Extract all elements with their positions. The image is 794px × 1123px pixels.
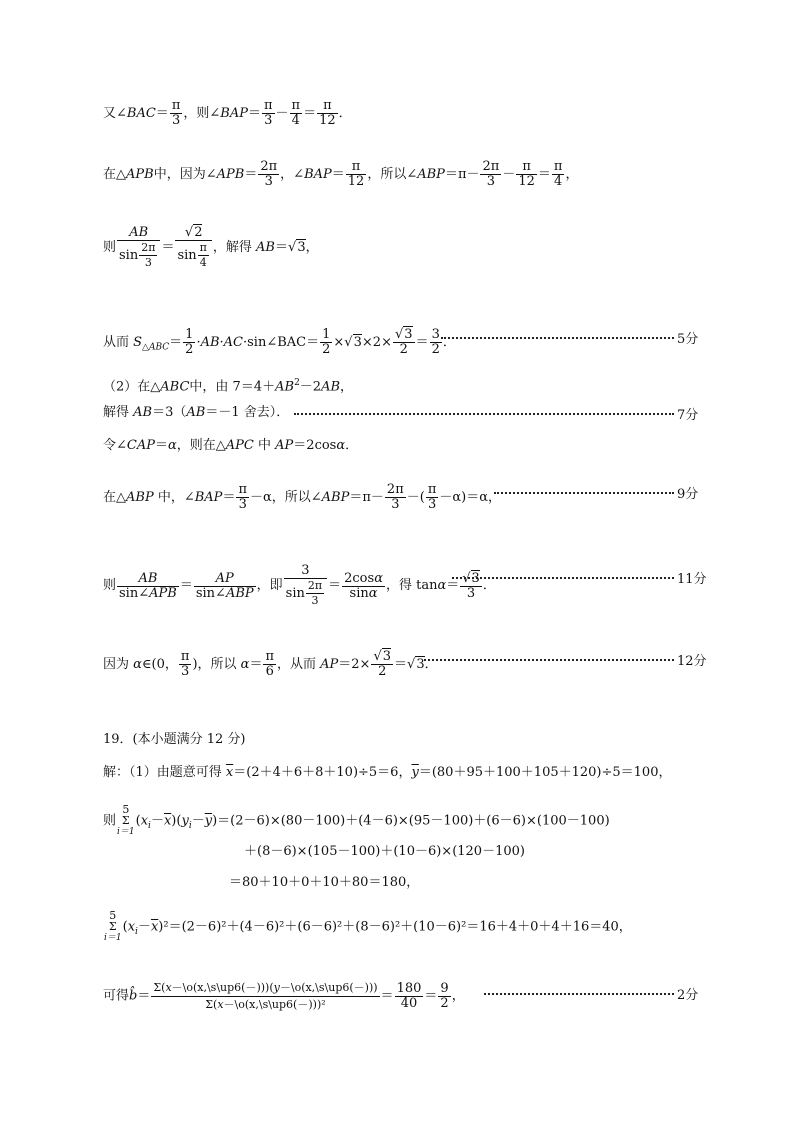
text: ＝	[446, 578, 460, 593]
fraction	[385, 483, 406, 512]
sin-denominator	[284, 579, 327, 608]
text: ＝	[275, 240, 289, 255]
text: 2	[294, 378, 300, 388]
fraction	[426, 483, 439, 512]
text: α	[133, 657, 142, 672]
fraction	[438, 982, 450, 1011]
text: 3	[311, 594, 319, 607]
text: ，	[305, 240, 319, 255]
text: 2π	[482, 159, 500, 174]
text: 3	[404, 327, 413, 342]
text: 可得	[103, 988, 130, 1004]
text: AB	[186, 405, 206, 420]
text: ，即	[256, 578, 283, 593]
line-means	[103, 764, 671, 782]
text: 则	[103, 813, 117, 829]
text: 3	[284, 564, 327, 579]
sqrt3: √3	[288, 240, 306, 255]
text: 4	[199, 256, 207, 269]
text: ＝	[244, 167, 258, 182]
line-tan	[103, 564, 496, 608]
text: sin	[349, 585, 369, 601]
text: $\overline{y}$	[204, 813, 213, 829]
fraction	[258, 160, 279, 189]
text: ＝	[161, 240, 175, 255]
fraction	[393, 328, 415, 357]
text: ＝	[331, 167, 345, 182]
fraction	[290, 99, 303, 128]
text: ＝	[222, 490, 236, 505]
score-leader-dots	[294, 413, 674, 415]
fraction-b-hat	[151, 980, 379, 1013]
text: ＝	[424, 988, 438, 1004]
text: －	[150, 813, 164, 829]
text: \o(x,\s\up6(－))	[234, 998, 317, 1011]
fraction	[175, 226, 211, 270]
fraction	[236, 483, 249, 512]
text: ，	[565, 167, 579, 182]
text: 6	[265, 664, 274, 679]
text: sin∠	[195, 585, 226, 601]
text: AB	[256, 240, 275, 255]
fraction	[198, 241, 209, 270]
text: ，所以∠	[367, 167, 418, 182]
text: ＝	[380, 988, 394, 1004]
text: APB	[216, 167, 245, 182]
text: y	[181, 813, 189, 829]
text: BAP	[304, 167, 332, 182]
text: \o(x,\s\up6(－))	[290, 981, 374, 994]
text: 3	[181, 664, 190, 679]
text: 中，因为∠	[153, 167, 217, 182]
text: 3	[297, 240, 306, 255]
text: －	[191, 813, 205, 829]
text: ＝	[303, 106, 317, 121]
text: (2－6)×(80－100)＋(4－6)×(95－100)＋(6－6)×(100－100)	[230, 813, 610, 829]
text: 在△	[103, 167, 126, 182]
text: 解得	[103, 405, 134, 420]
text: －	[223, 998, 235, 1011]
text: 2	[440, 996, 449, 1011]
text: ×	[333, 335, 345, 350]
text: ∈(0，	[141, 657, 178, 672]
text: ·AB·AC·	[196, 335, 248, 350]
line-sum-sq: 5 Σ i＝1 $(x_i-\overline{x})^2=(2-6)^2+(4-6)^2+(6-6)^2+(8-6)^2+(10-6)^2=16+4+0+4+16=40$，	[104, 909, 632, 943]
text: 从而	[103, 335, 134, 350]
text: 5	[109, 909, 117, 922]
text: ＝	[155, 106, 169, 121]
text: ＝π－	[444, 167, 480, 182]
text: ，从而	[277, 657, 321, 672]
sum-sign: 5 Σ i＝1	[104, 909, 122, 943]
text: π	[317, 99, 338, 114]
text: 3	[431, 327, 440, 342]
fraction	[139, 241, 157, 270]
text: AB	[133, 405, 153, 420]
text: \o(x,\s\up6(－))	[182, 981, 266, 994]
text: 3	[471, 570, 480, 586]
text: α	[368, 585, 378, 601]
text: sin∠BAC＝	[247, 335, 320, 350]
text: π	[553, 159, 563, 174]
text: α	[240, 657, 250, 672]
text: ．	[482, 578, 496, 593]
text: 令∠	[103, 438, 127, 453]
fraction	[179, 650, 192, 679]
sqrt3-num: √3	[394, 327, 413, 342]
text: 3	[416, 657, 425, 672]
text: ，则∠	[183, 106, 221, 121]
text: －α)＝α，	[439, 490, 502, 505]
score-leader-dots	[424, 659, 674, 661]
text: ＝	[537, 167, 551, 182]
text: AP	[320, 657, 339, 672]
text: CAP	[126, 438, 155, 453]
fraction	[480, 160, 501, 189]
text: AB	[321, 379, 341, 395]
denominator	[117, 587, 179, 601]
text: $\overline{x}$	[163, 813, 172, 829]
text: 1	[185, 327, 194, 342]
text: －α，所以∠	[250, 490, 322, 505]
text: 2cos	[344, 570, 375, 586]
fraction	[317, 99, 338, 128]
text: ＝	[179, 578, 193, 593]
text: ＝－1 舍去）．	[205, 405, 290, 420]
text: 3	[427, 497, 437, 512]
text: ＝	[394, 657, 408, 672]
fraction	[117, 226, 160, 270]
text: 2π	[386, 482, 404, 497]
text: ABP	[417, 167, 445, 182]
denominator	[342, 587, 385, 601]
text: 3	[264, 113, 273, 128]
text: 5	[122, 803, 130, 816]
text: 4	[291, 113, 300, 128]
text: 3	[382, 649, 392, 664]
text: sin	[177, 248, 197, 263]
text: ABC	[160, 379, 190, 395]
sqrt-numerator: √2	[175, 226, 211, 241]
fraction	[170, 99, 183, 128]
text: 12	[347, 174, 365, 189]
text: 解：（1）由题意可得	[103, 765, 226, 780]
text: π	[516, 160, 537, 175]
text: ＝	[137, 988, 151, 1004]
text: 中，由 7＝4＋	[189, 379, 276, 395]
score-label: 12分	[677, 654, 707, 669]
line-cap	[103, 437, 358, 455]
text: 2π	[260, 159, 278, 174]
text: 3	[144, 256, 152, 269]
fraction	[346, 160, 367, 189]
text: AP	[194, 572, 256, 587]
text: ＝	[415, 335, 429, 350]
text: APB	[149, 585, 177, 601]
fraction	[117, 572, 179, 601]
text: S	[133, 335, 143, 350]
text: 3	[391, 497, 400, 512]
text: α	[168, 438, 177, 453]
text: BAC	[126, 106, 156, 121]
score-leader-dots	[494, 492, 674, 494]
text: ＝	[169, 335, 183, 350]
text: －	[275, 106, 289, 121]
line-area: 从而 $S_{\triangle ABC}=$ $\frac{1}{2}$ ·AB·AC·sin∠BAC＝ $\frac{1}{2}$ ×√3×2× $\frac{√3}{2}$ ＝ $\frac{3}{2}$ ．	[103, 327, 456, 357]
text: AP	[275, 438, 294, 453]
text: i	[188, 821, 192, 832]
text: －(	[406, 490, 425, 505]
text: ，	[340, 379, 354, 395]
text: ，解得	[212, 240, 257, 255]
text: ，	[451, 988, 465, 1004]
text: π	[427, 482, 437, 497]
text: (2－6)²＋(4－6)²＋(6－6)²＋(8－6)²＋(10－6)²＝16＋4＋0＋4＋16＝40，	[181, 919, 632, 935]
sin-denominator	[117, 241, 160, 270]
line-sum-c: ＝80＋10＋0＋10＋80＝180，	[229, 875, 420, 890]
text: AB	[117, 572, 179, 587]
text: AB	[117, 226, 160, 241]
score-leader-dots	[484, 993, 674, 995]
text: －2	[299, 379, 322, 395]
text: π	[238, 482, 247, 497]
text: x	[165, 981, 172, 994]
sqrt3-num: √3	[462, 570, 480, 586]
text: ABP	[321, 490, 350, 505]
text: i＝1	[117, 827, 135, 837]
score-leader-dots	[441, 337, 674, 339]
text: ．	[338, 106, 352, 121]
text: 中	[253, 438, 276, 453]
text: ，所以	[197, 657, 241, 672]
text: ，∠	[280, 167, 305, 182]
text: 3	[238, 497, 247, 512]
text: －	[171, 981, 183, 994]
text: α	[336, 438, 346, 453]
text: ，则在△	[176, 438, 226, 453]
numerator: Σ(x－\o(x,\s\up6(－)))(y－\o(x,\s\up6(－)))	[151, 980, 379, 997]
text: 因为	[103, 657, 134, 672]
text: x	[127, 919, 136, 935]
text: ×	[381, 335, 392, 350]
text: i＝1	[104, 933, 122, 943]
text: ×	[361, 335, 373, 350]
text: BAP	[194, 490, 223, 505]
text: ＝	[155, 438, 169, 453]
line-abp	[103, 483, 501, 512]
fraction	[306, 579, 324, 608]
text: sin∠	[119, 585, 150, 601]
question-19-title: 19．(本小题满分 12 分)	[103, 732, 246, 747]
fraction	[552, 160, 565, 189]
text: 1	[322, 327, 331, 342]
text: 3	[486, 174, 496, 189]
line-apb	[103, 160, 578, 189]
text: 3	[171, 113, 181, 128]
text: sin	[285, 586, 305, 601]
text: ＝2cos	[293, 438, 337, 453]
line-sum-xy: 则 5 Σ i＝1 $(x_i-\overline{x})(y_i-\overline{y})=(2-6)\times(80-100)+(4-6)\times(95-100)+(6-6)\times(100-100)$	[103, 803, 610, 837]
sqrt3-num: √3	[373, 649, 392, 664]
text: ＝	[247, 106, 261, 121]
line-sine-law	[103, 226, 319, 270]
text: π	[263, 98, 273, 113]
text: )	[192, 657, 198, 672]
text: 180	[396, 981, 422, 996]
text: 则	[103, 240, 117, 255]
text: ＝	[249, 657, 263, 672]
fraction	[395, 982, 424, 1011]
line-ab3	[103, 404, 289, 422]
text: π	[291, 98, 301, 113]
score-leader-dots	[452, 577, 674, 579]
text: 3	[353, 335, 362, 350]
text: －	[137, 919, 151, 935]
text: 12	[319, 113, 336, 128]
fraction	[460, 572, 482, 601]
text: 3	[466, 585, 476, 601]
text: 40	[400, 996, 418, 1011]
text: 4	[554, 174, 563, 189]
line-b-hat	[103, 980, 465, 1013]
sum-sign: 5 Σ i＝1	[117, 803, 135, 837]
fraction	[284, 564, 327, 608]
text: 2	[185, 342, 194, 357]
text: 2π	[141, 241, 156, 254]
fraction	[183, 328, 195, 357]
sin-denominator	[175, 241, 211, 270]
fraction	[371, 650, 393, 679]
fraction	[262, 99, 275, 128]
text: ．	[345, 438, 359, 453]
denominator	[194, 587, 256, 601]
fraction	[263, 650, 276, 679]
numerator	[342, 572, 385, 587]
text: ＝3（	[152, 405, 187, 420]
text: ＝	[328, 578, 342, 593]
text: 2	[322, 342, 331, 357]
text: b	[129, 988, 138, 1004]
text: x	[140, 813, 149, 829]
fraction	[430, 328, 442, 357]
text: y	[273, 981, 280, 994]
text: 在△	[103, 490, 126, 505]
text: 2	[372, 335, 382, 350]
fraction	[342, 572, 385, 601]
text: π	[171, 98, 181, 113]
text: －	[279, 981, 291, 994]
text: π	[346, 160, 367, 175]
text: 2π	[307, 579, 323, 592]
text: 2	[378, 664, 387, 679]
text: APC	[225, 438, 254, 453]
text: ＝π－	[349, 490, 384, 505]
score-label: 2分	[677, 988, 699, 1003]
text: 又∠	[103, 106, 127, 121]
line-sum-b: ＋(8－6)×(105－100)＋(10－6)×(120－100)	[244, 844, 525, 859]
text: BAP	[220, 106, 248, 121]
line-part2	[103, 374, 353, 396]
text: $\overline{y}$	[411, 765, 419, 780]
text: π	[199, 241, 207, 254]
text: △ABC	[142, 342, 170, 353]
fraction	[194, 572, 256, 601]
text: α	[374, 570, 383, 586]
text: i	[135, 927, 138, 938]
text: ．	[424, 657, 438, 672]
text: AB	[275, 379, 295, 395]
text: $\overline{x}$	[150, 919, 159, 935]
text: ＝(80＋95＋100＋105＋120)÷5＝100，	[418, 765, 672, 780]
text: 9	[440, 981, 449, 996]
text: －	[502, 167, 516, 182]
fraction	[516, 160, 537, 189]
text: x	[217, 998, 224, 1011]
text: 2	[431, 342, 440, 357]
text: ．	[442, 335, 456, 350]
text: 2	[194, 225, 203, 240]
text: 12	[518, 174, 535, 189]
score-label: 11分	[677, 572, 707, 587]
text: α	[437, 578, 447, 593]
text: sin	[119, 248, 139, 263]
text: ABP	[225, 585, 254, 601]
text: 则	[103, 578, 117, 593]
text: π	[180, 649, 190, 664]
text: $\overline{x}$	[225, 765, 234, 780]
text: （2）在△	[103, 379, 161, 395]
text: ＝2×	[338, 657, 371, 672]
text: ABP	[126, 490, 154, 505]
line-bac	[103, 99, 352, 128]
text: π	[265, 649, 274, 664]
denominator: Σ(x－\o(x,\s\up6(－)))²	[205, 998, 326, 1011]
text: 2	[399, 342, 408, 357]
score-label: 7分	[677, 408, 699, 423]
text: APB	[126, 167, 154, 182]
text: 3	[264, 174, 273, 189]
score-label: 5分	[677, 332, 699, 347]
text: i	[148, 821, 151, 832]
text: 中，∠	[153, 490, 195, 505]
fraction	[320, 328, 332, 357]
line-ap: 因为 α∈(0， $\frac{\pi}{3}$ )，所以 α＝ $\frac{\pi}{6}$ ，从而 AP＝2× $\frac{√3}{2}$ ＝√3．	[103, 649, 438, 679]
score-label: 9分	[677, 487, 699, 502]
text: ＝(2＋4＋6＋8＋10)÷5＝6，	[233, 765, 412, 780]
text: ，得 tan	[385, 578, 438, 593]
